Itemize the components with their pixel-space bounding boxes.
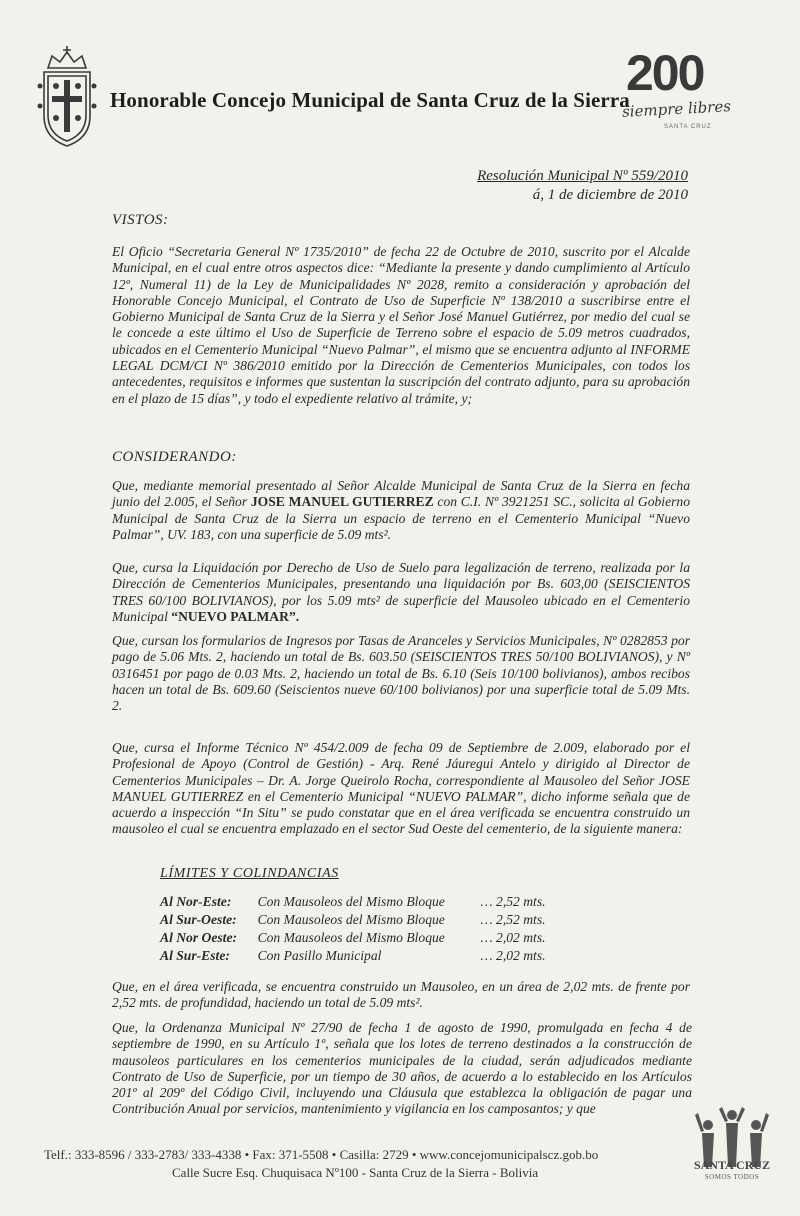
considerando-paragraph-3: Que, cursan los formularios de Ingresos por Tasas de Aranceles y Servicios Municipales, Nº 0282853 por pago de 5.06 Mts. 2, haciendo un total de Bs. 603.50 (SEISCIENTOS TRES 50/100 BOLIVIANOS), y Nº 0316451 por pago de 0.03 Mts. 2, haciendo un total de Bs. 6.10 (Seis 10/100 bolivianos), ambos recibos hacen un total de Bs. 609.60 (Seiscientos nueve 60/100 bolivianos) por una superficie total de 5.09 Mts. 2. <box>112 633 690 714</box>
p1-applicant-name: JOSE MANUEL GUTIERREZ <box>250 494 434 510</box>
vistos-heading: VISTOS: <box>112 212 169 228</box>
limit-description: Con Mausoleos del Mismo Bloque <box>257 894 445 909</box>
considerando-paragraph-4: Que, cursa el Informe Técnico Nº 454/2.009 de fecha 09 de Septiembre de 2.009, elaborado por el Profesional de Apoyo (Control de Gestión) - Arq. René Jáuregui Antelo y dirigido al Director de Cementerios Municipales – Dr. A. Jorge Queirolo Rocha, correspondiente al Mausoleo del Señor JOSE MANUEL GUTIERREZ en el Cementerio Municipal “NUEVO PALMAR”, dicho informe señala que de acuerdo a inspección “In Situ” se pudo constatar que en el área verificada se encuentra construido un mausoleo el cual se encuentra emplazado en el sector Sud Oeste del cementerio, de la siguiente manera: <box>112 740 690 837</box>
limits-title: LÍMITES Y COLINDANCIAS <box>160 866 339 881</box>
p2-text-a: Que, cursa la Liquidación por Derecho de Uso de Suelo para legalización de terreno, realizada por la Dirección de Cementerios Municipales, presentando una liquidación por Bs. 603,00 (SEISCIENTOS TRES 60/100 BOLIVIANOS), por los 5.09 mts² de superficie del Mausoleo ubicado en el Cementerio Municipal <box>112 560 690 624</box>
limit-description: Con Mausoleos del Mismo Bloque <box>257 912 445 927</box>
considerando-paragraph-2 <box>112 560 690 625</box>
santa-cruz-logo-name: SANTA CRUZ <box>693 1158 771 1172</box>
p1-text-b: con C.I. Nº 3921251 SC., solicita al Gobierno Municipal de Santa Cruz de la Sierra un espacio de terreno en el Cementerio Municipal “Nuevo Palmar”, UV. 183, con una superficie de 5.09 mts². <box>112 494 690 542</box>
limit-value: … 2,02 mts. <box>480 930 546 945</box>
limit-value: … 2,52 mts. <box>480 894 546 909</box>
santa-cruz-logo-tagline: SOMOS TODOS <box>704 1173 760 1181</box>
anniversary-city: SANTA CRUZ <box>664 124 712 130</box>
bicentennial-logo <box>618 45 768 138</box>
limit-row <box>160 929 600 947</box>
considerando-paragraph-5: Que, en el área verificada, se encuentra construido un Mausoleo, en un área de 2,02 mts. de frente por 2,52 mts. de profundidad, haciendo un total de 5.09 mts². <box>112 979 690 1011</box>
limit-row <box>160 947 600 965</box>
coat-of-arms-icon <box>36 46 98 150</box>
p2-cemetery-name: “NUEVO PALMAR”. <box>171 608 300 624</box>
limit-direction: Al Sur-Oeste: <box>160 912 237 927</box>
p1-text-a: Que, mediante memorial presentado al Señor Alcalde Municipal de Santa Cruz de la Sierra en fecha junio del 2.005, el Señor <box>112 478 690 510</box>
anniversary-tagline: siempre libres <box>621 97 732 121</box>
resolution-date: á, 1 de diciembre de 2010 <box>532 187 688 203</box>
limit-value: … 2,02 mts. <box>480 948 546 963</box>
footer-contact: Telf.: 333-8596 / 333-2783/ 333-4338 • Fax: 371-5508 • Casilla: 2729 • www.concejomunicipalscz.gob.bo <box>44 1147 599 1162</box>
considerando-paragraph-1 <box>112 478 690 543</box>
limit-row <box>160 893 600 911</box>
vistos-paragraph: El Oficio “Secretaria General Nº 1735/2010” de fecha 22 de Octubre de 2010, suscrito por el Alcalde Municipal, en el cual entre otros aspectos dice: “Mediante la presente y dando cumplimiento al Artículo 12º, Numeral 11) de la Ley de Municipalidades Nº 2028, remito a consideración y aprobación del Honorable Concejo Municipal, el Contrato de Uso de Superficie Nº 138/2010 a suscribirse entre el Gobierno Municipal de Santa Cruz de la Sierra y el Señor José Manuel Gutiérrez, por medio del cual se le concede a este último el Uso de Superficie de Terreno sobre el espacio de 5.09 metros cuadrados, ubicados en el Cementerio Municipal “Nuevo Palmar”, el mismo que se encuentra adjunto al INFORME LEGAL DCM/CI Nº 386/2010 emitido por la Dirección de Cementerios Municipales, con todos los antecedentes, requisitos e informes que sustentan la suscripción del contrato adjunto, para su aprobación en el plazo de 15 días”, y todo el expediente relativo al trámite, y; <box>112 244 690 406</box>
limits-list <box>160 893 600 965</box>
limit-row <box>160 911 600 929</box>
anniversary-number: 200 <box>626 45 704 101</box>
considerando-heading: CONSIDERANDO: <box>112 449 237 465</box>
footer-address: Calle Sucre Esq. Chuquisaca Nº100 - Santa Cruz de la Sierra - Bolivia <box>172 1165 539 1180</box>
limit-description: Con Pasillo Municipal <box>257 948 382 963</box>
organization-name: Honorable Concejo Municipal de Santa Cruz de la Sierra <box>110 88 630 112</box>
limit-direction: Al Nor Oeste: <box>160 930 238 945</box>
limit-direction: Al Nor-Este: <box>160 894 232 909</box>
limit-description: Con Mausoleos del Mismo Bloque <box>257 930 445 945</box>
considerando-paragraph-6: Que, la Ordenanza Municipal Nº 27/90 de fecha 1 de agosto de 1990, promulgada en fecha 4 de septiembre de 1990, en su Artículo 1º, señala que los lotes de terreno destinados a la construcción de mausoleos particulares en los cementerios municipales de la ciudad, serán adjudicados mediante Contrato de Uso de Superficie, por un tiempo de 30 años, de acuerdo a lo establecido en los Artículos 201º al 209º del Código Civil, incluyendo una Cláusula que establezca la obligación de pagar una Contribución Anual por servicios, mantenimiento y vigilancia en los camposantos; y que <box>112 1020 692 1117</box>
limit-direction: Al Sur-Este: <box>160 948 230 963</box>
limit-value: … 2,52 mts. <box>480 912 546 927</box>
resolution-title: Resolución Municipal Nº 559/2010 <box>477 168 688 184</box>
